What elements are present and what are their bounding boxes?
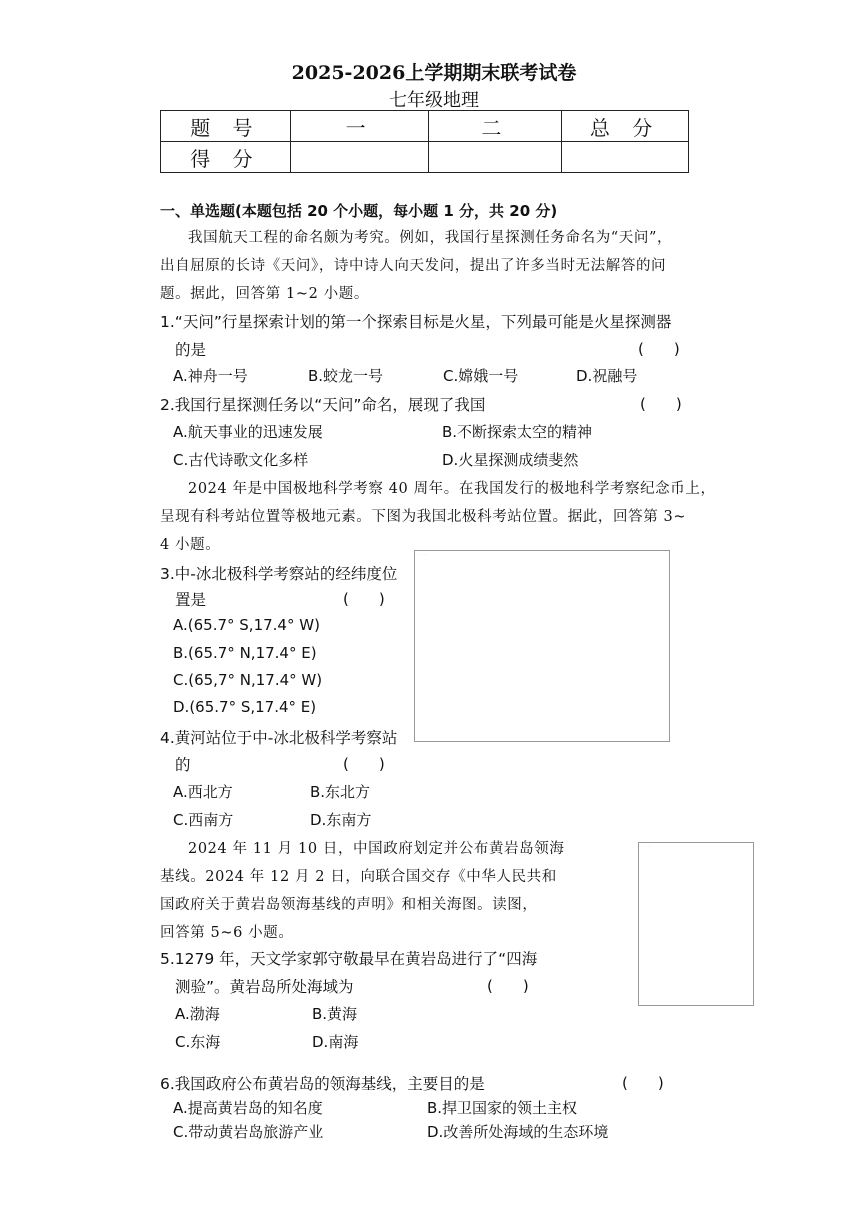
option-c[interactable]: C.带动黄岩岛旅游产业 xyxy=(173,1123,324,1141)
option-a[interactable]: A.渤海 xyxy=(175,1005,220,1023)
question-stem: 3.中-冰北极科学考察站的经纬度位 xyxy=(160,565,398,583)
score-table-header-row xyxy=(161,111,689,142)
question-stem: 的是 xyxy=(175,341,207,359)
section-heading: 一、单选题(本题包括 20 个小题，每小题 1 分，共 20 分) xyxy=(160,202,558,220)
option-c[interactable]: C.(65,7° N,17.4° W) xyxy=(173,671,323,689)
option-d[interactable]: D.(65.7° S,17.4° E) xyxy=(173,698,317,716)
option-c[interactable]: C.东海 xyxy=(175,1033,221,1051)
answer-parenthesis[interactable]: ( ) xyxy=(640,395,682,413)
passage-line: 我国航天工程的命名颇为考究。例如，我国行星探测任务命名为“天问”， xyxy=(188,230,673,246)
question-stem: 6.我国政府公布黄岩岛的领海基线，主要目的是 xyxy=(160,1075,485,1093)
score-table-cell: 总 分 xyxy=(562,111,689,142)
option-d[interactable]: D.东南方 xyxy=(310,811,372,829)
option-b[interactable]: B.(65.7° N,17.4° E) xyxy=(173,644,317,662)
option-b[interactable]: B.不断探索太空的精神 xyxy=(442,423,593,441)
option-a[interactable]: A.(65.7° S,17.4° W) xyxy=(173,616,320,634)
passage-line: 回答第 5~6 小题。 xyxy=(160,925,294,941)
question-stem: 5.1279 年，天文学家郭守敬最早在黄岩岛进行了“四海 xyxy=(160,950,538,968)
option-b[interactable]: B.东北方 xyxy=(310,783,371,801)
answer-parenthesis[interactable]: ( ) xyxy=(343,590,385,608)
question-stem: 测验”。黄岩岛所处海域为 xyxy=(175,978,354,996)
answer-parenthesis[interactable]: ( ) xyxy=(638,340,680,358)
score-table xyxy=(160,110,689,173)
answer-parenthesis[interactable]: ( ) xyxy=(343,755,385,773)
passage-line: 呈现有科考站位置等极地元素。下图为我国北极科考站位置。据此，回答第 3~ xyxy=(160,509,687,525)
option-d[interactable]: D.改善所处海域的生态环境 xyxy=(427,1123,609,1141)
exam-title: 2025-2026上学期期末联考试卷 xyxy=(291,62,577,84)
arctic-station-map-image xyxy=(414,550,670,742)
huangyan-island-map-image xyxy=(638,842,754,1006)
option-a[interactable]: A.提高黄岩岛的知名度 xyxy=(173,1099,323,1117)
option-c[interactable]: C.古代诗歌文化多样 xyxy=(173,451,309,469)
question-stem: 的 xyxy=(175,756,191,774)
option-d[interactable]: D.火星探测成绩斐然 xyxy=(442,451,579,469)
passage-line: 国政府关于黄岩岛领海基线的声明》和相关海图。读图， xyxy=(160,897,538,913)
option-d[interactable]: D.南海 xyxy=(312,1033,359,1051)
option-c[interactable]: C.西南方 xyxy=(173,811,234,829)
answer-parenthesis[interactable]: ( ) xyxy=(487,977,529,995)
option-b[interactable]: B.捍卫国家的领土主权 xyxy=(427,1099,578,1117)
exam-subtitle: 七年级地理 xyxy=(389,90,479,111)
question-stem: 1.“天问”行星探索计划的第一个探索目标是火星，下列最可能是火星探测器 xyxy=(160,313,672,331)
option-b[interactable]: B.蛟龙一号 xyxy=(308,367,384,385)
passage-line: 出自屈原的长诗《天问》，诗中诗人向天发问，提出了许多当时无法解答的问 xyxy=(160,258,667,274)
question-stem: 置是 xyxy=(175,591,207,609)
passage-line: 2024 年是中国极地科学考察 40 周年。在我国发行的极地科学考察纪念币上， xyxy=(188,481,716,497)
passage-line: 2024 年 11 月 10 日，中国政府划定并公布黄岩岛领海 xyxy=(188,841,565,857)
score-input-cell[interactable] xyxy=(429,142,562,173)
option-b[interactable]: B.黄海 xyxy=(312,1005,358,1023)
option-d[interactable]: D.祝融号 xyxy=(576,367,638,385)
score-table-cell: 二 xyxy=(429,111,562,142)
option-c[interactable]: C.嫦娥一号 xyxy=(443,367,519,385)
option-a[interactable]: A.航天事业的迅速发展 xyxy=(173,423,323,441)
option-a[interactable]: A.西北方 xyxy=(173,783,233,801)
score-table-cell: 题 号 xyxy=(161,111,291,142)
passage-line: 题。据此，回答第 1~2 小题。 xyxy=(160,286,369,302)
passage-line: 基线。2024 年 12 月 2 日，向联合国交存《中华人民共和 xyxy=(160,869,557,885)
image-caption-placeholder: · · · · · xyxy=(642,844,651,848)
score-input-cell[interactable] xyxy=(562,142,689,173)
image-caption-placeholder: · · · · · xyxy=(418,552,427,556)
score-table-cell: 一 xyxy=(290,111,429,142)
answer-parenthesis[interactable]: ( ) xyxy=(622,1074,664,1092)
question-stem: 4.黄河站位于中-冰北极科学考察站 xyxy=(160,729,398,747)
score-table-cell: 得 分 xyxy=(161,142,291,173)
passage-line: 4 小题。 xyxy=(160,537,221,553)
option-a[interactable]: A.神舟一号 xyxy=(173,367,248,385)
question-stem: 2.我国行星探测任务以“天问”命名，展现了我国 xyxy=(160,396,486,414)
score-table-score-row xyxy=(161,142,689,173)
score-input-cell[interactable] xyxy=(290,142,429,173)
